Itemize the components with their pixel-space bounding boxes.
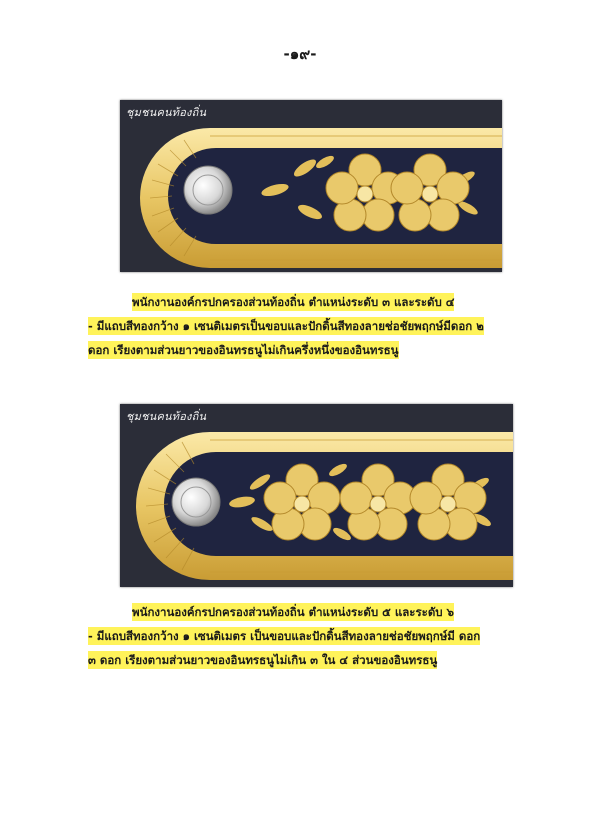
paragraph-line: พนักงานองค์กรปกครองส่วนท้องถิ่น ตำแหน่งระดับ ๓ และระดับ ๔ <box>132 295 455 309</box>
paragraph-line: ดอก เรียงตามส่วนยาวของอินทรธนูไม่เกินครึ่งหนึ่งของอินทรธนู <box>88 343 399 357</box>
shoulder-board-3-flowers-image <box>120 404 513 587</box>
paragraph-level-3-4 <box>88 290 484 362</box>
shoulder-board-photo-level-3-4 <box>120 100 502 272</box>
photo-caption: ชุมชนคนท้องถิ่น <box>126 410 207 423</box>
shoulder-board-2-flowers-image <box>120 100 502 272</box>
paragraph-line: - มีแถบสีทองกว้าง ๑ เซนติเมตร เป็นขอบและปักดิ้นสีทองลายช่อชัยพฤกษ์มี ดอก <box>88 629 481 643</box>
paragraph-line: - มีแถบสีทองกว้าง ๑ เซนติเมตรเป็นขอบและปักดิ้นสีทองลายช่อชัยพฤกษ์มีดอก ๒ <box>88 319 484 333</box>
paragraph-line: พนักงานองค์กรปกครองส่วนท้องถิ่น ตำแหน่งระดับ ๕ และระดับ ๖ <box>132 605 454 619</box>
photo-caption: ชุมชนคนท้องถิ่น <box>126 106 207 119</box>
paragraph-level-5-6 <box>88 600 480 672</box>
shoulder-board-photo-level-5-6 <box>120 404 513 587</box>
page-number: -๑๙- <box>283 45 317 63</box>
paragraph-line: ๓ ดอก เรียงตามส่วนยาวของอินทรธนูไม่เกิน ๓ ใน ๔ ส่วนของอินทรธนู <box>88 653 438 667</box>
